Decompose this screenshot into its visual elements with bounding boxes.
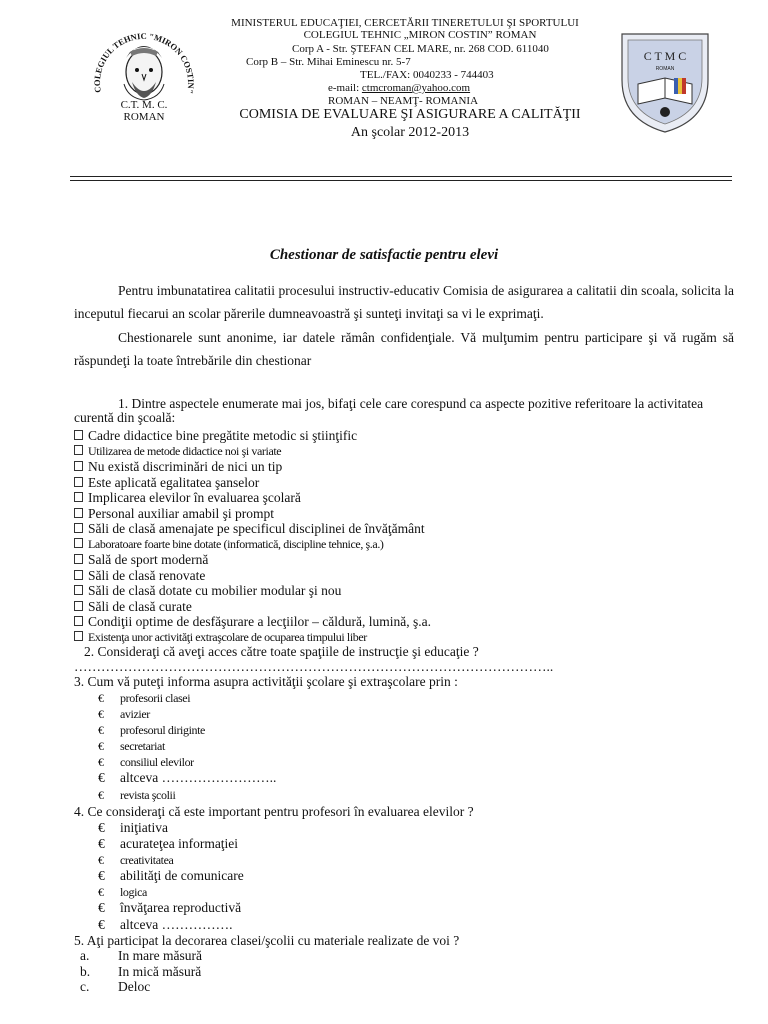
checklist-item[interactable]: Nu există discriminări de nici un tip xyxy=(74,459,431,475)
euro-bullet-icon: € xyxy=(98,691,104,705)
list-item[interactable]: € profesorul diriginte xyxy=(98,723,205,738)
euro-bullet-icon: € xyxy=(98,836,105,852)
euro-bullet-icon: € xyxy=(98,723,104,738)
question-5-options xyxy=(80,948,202,995)
ministry-name: MINISTERUL EDUCAŢIEI, CERCETĂRII TINERETULUI ŞI SPORTULUI xyxy=(231,17,579,29)
question-1: 1. Dintre aspectele enumerate mai jos, bifaţi cele care corespund ca aspecte pozitive referitoare la activitatea curentă din şcoală: xyxy=(74,396,704,425)
euro-bullet-icon: € xyxy=(98,755,104,770)
checkbox-icon[interactable] xyxy=(74,631,83,641)
logo-caption-2: ROMAN xyxy=(123,111,165,123)
checklist-item[interactable]: Sală de sport modernă xyxy=(74,552,431,568)
shield-sub: ROMAN xyxy=(655,66,675,72)
checkbox-icon[interactable] xyxy=(74,445,83,455)
address-corp-b: Corp B – Str. Mihai Eminescu nr. 5-7 xyxy=(246,56,411,68)
school-logo-right xyxy=(616,28,714,136)
question-1-checklist xyxy=(74,428,431,645)
option-a[interactable]: a. In mare măsură xyxy=(80,948,202,963)
checklist-item[interactable]: Cadre didactice bine pregătite metodic si ştiinţific xyxy=(74,428,431,444)
email-line xyxy=(328,83,470,94)
checkbox-icon[interactable] xyxy=(74,523,83,533)
list-item[interactable]: € iniţiativa xyxy=(98,820,168,835)
ctmc-shield-icon xyxy=(616,28,714,136)
question-4-options xyxy=(98,820,244,933)
miron-costin-portrait-icon xyxy=(84,22,204,102)
checklist-item[interactable]: Săli de clasă renovate xyxy=(74,568,431,584)
checkbox-icon[interactable] xyxy=(74,430,83,440)
intro-paragraph-2: Chestionarele sunt anonime, iar datele rămân confidenţiale. Vă mulţumim pentru participare şi vă rugăm să răspundeţi la toate întrebările din chestionar xyxy=(74,330,734,368)
school-logo-left xyxy=(84,22,204,102)
question-3-options xyxy=(98,690,276,803)
euro-bullet-icon: € xyxy=(98,820,105,835)
euro-bullet-icon: € xyxy=(98,707,104,722)
email-link[interactable]: ctmcroman@yahoo.com xyxy=(361,82,471,94)
list-item[interactable]: € avizier xyxy=(98,707,150,722)
euro-bullet-icon: € xyxy=(98,868,105,884)
euro-bullet-icon: € xyxy=(98,853,104,868)
checkbox-icon[interactable] xyxy=(74,461,83,471)
checklist-item[interactable]: Săli de clasă curate xyxy=(74,599,431,615)
list-item[interactable]: € altceva ……………. xyxy=(98,916,233,932)
address-corp-a: Corp A - Str. ŞTEFAN CEL MARE, nr. 268 COD. 611040 xyxy=(292,43,549,55)
logo-ring-text: COLEGIUL TEHNIC "MIRON COSTIN" xyxy=(91,30,197,95)
header-divider-1 xyxy=(70,176,732,177)
question-2: 2. Consideraţi că aveţi acces către toate spaţiile de instrucţie şi educaţie ? xyxy=(84,644,479,659)
checklist-item[interactable]: Săli de clasă dotate cu mobilier modular şi nou xyxy=(74,583,431,599)
option-b[interactable]: b. In mică măsură xyxy=(80,963,202,979)
question-5: 5. Aţi participat la decorarea clasei/şcolii cu materiale realizate de voi ? xyxy=(74,933,460,948)
list-item[interactable]: € altceva …………………….. xyxy=(98,770,277,786)
phone-fax: TEL./FAX: 0040233 - 744403 xyxy=(360,69,494,81)
school-name: COLEGIUL TEHNIC „MIRON COSTIN” ROMAN xyxy=(303,29,537,41)
school-year: An şcolar 2012-2013 xyxy=(350,125,470,140)
checklist-item[interactable]: Personal auxiliar amabil şi prompt xyxy=(74,506,431,522)
question-4: 4. Ce consideraţi că este important pentru profesori în evaluarea elevilor ? xyxy=(74,804,474,819)
euro-bullet-icon: € xyxy=(98,885,104,900)
checkbox-icon[interactable] xyxy=(74,585,83,595)
question-2-answer-line[interactable]: …………………………………………………………………………………………….. xyxy=(74,659,554,674)
euro-bullet-icon: € xyxy=(98,739,104,754)
email-label: e-mail: xyxy=(328,82,362,94)
euro-bullet-icon: € xyxy=(98,900,105,916)
shield-letters: C T M C xyxy=(643,49,687,63)
checkbox-icon[interactable] xyxy=(74,570,83,580)
checkbox-icon[interactable] xyxy=(74,508,83,518)
list-item[interactable]: € învăţarea reproductivă xyxy=(98,900,242,916)
checklist-item[interactable]: Laboratoare foarte bine dotate (informatică, discipline tehnice, ş.a.) xyxy=(74,537,431,553)
list-item[interactable]: € consiliul elevilor xyxy=(98,755,194,770)
checkbox-icon[interactable] xyxy=(74,601,83,611)
location: ROMAN – NEAMŢ- ROMANIA xyxy=(328,95,479,107)
checklist-item[interactable]: Existenţa unor activităţi extraşcolare de ocuparea timpului liber xyxy=(74,630,431,646)
intro-paragraph-1: Pentru imbunatatirea calitatii procesului instructiv-educativ Comisia de asigurarea a calitatii din scoala, solicita la inceputul fiecarui an scolar părerile dumneavoastră şi sunteţi invitaţi sa vi le exprimaţi. xyxy=(74,283,734,321)
checkbox-icon[interactable] xyxy=(74,477,83,487)
list-item[interactable]: € revista şcolii xyxy=(98,787,176,802)
euro-bullet-icon: € xyxy=(98,916,105,932)
checklist-item[interactable]: Implicarea elevilor în evaluarea şcolară xyxy=(74,490,431,506)
logo-caption-1: C.T. M. C. xyxy=(120,99,168,111)
checklist-item[interactable]: Condiţii optime de desfăşurare a lecţiilor – căldură, lumină, ş.a. xyxy=(74,614,431,630)
question-3: 3. Cum vă puteţi informa asupra activităţii şcolare şi extraşcolare prin : xyxy=(74,674,458,689)
checkbox-icon[interactable] xyxy=(74,492,83,502)
commission-title: COMISIA DE EVALUARE ŞI ASIGURARE A CALITĂŢII xyxy=(239,107,581,122)
list-item[interactable]: € logica xyxy=(98,885,147,900)
checklist-item[interactable]: Săli de clasă amenajate pe specificul disciplinei de învăţământ xyxy=(74,521,431,537)
list-item[interactable]: € acurateţea informaţiei xyxy=(98,836,239,852)
checkbox-icon[interactable] xyxy=(74,554,83,564)
euro-bullet-icon: € xyxy=(98,787,104,802)
checklist-item[interactable]: Este aplicată egalitatea şanselor xyxy=(74,475,431,491)
euro-bullet-icon: € xyxy=(98,770,105,786)
list-item[interactable]: € abilităţi de comunicare xyxy=(98,868,244,884)
list-item[interactable]: € creativitatea xyxy=(98,853,174,868)
list-item[interactable]: € profesorii clasei xyxy=(98,691,191,705)
checkbox-icon[interactable] xyxy=(74,538,83,548)
checkbox-icon[interactable] xyxy=(74,616,83,626)
header-divider-2 xyxy=(70,180,732,181)
checklist-item[interactable]: Utilizarea de metode didactice noi şi variate xyxy=(74,444,431,460)
questionnaire-title: Chestionar de satisfactie pentru elevi xyxy=(269,247,499,263)
option-c[interactable]: c. Deloc xyxy=(80,979,151,994)
list-item[interactable]: € secretariat xyxy=(98,739,165,754)
